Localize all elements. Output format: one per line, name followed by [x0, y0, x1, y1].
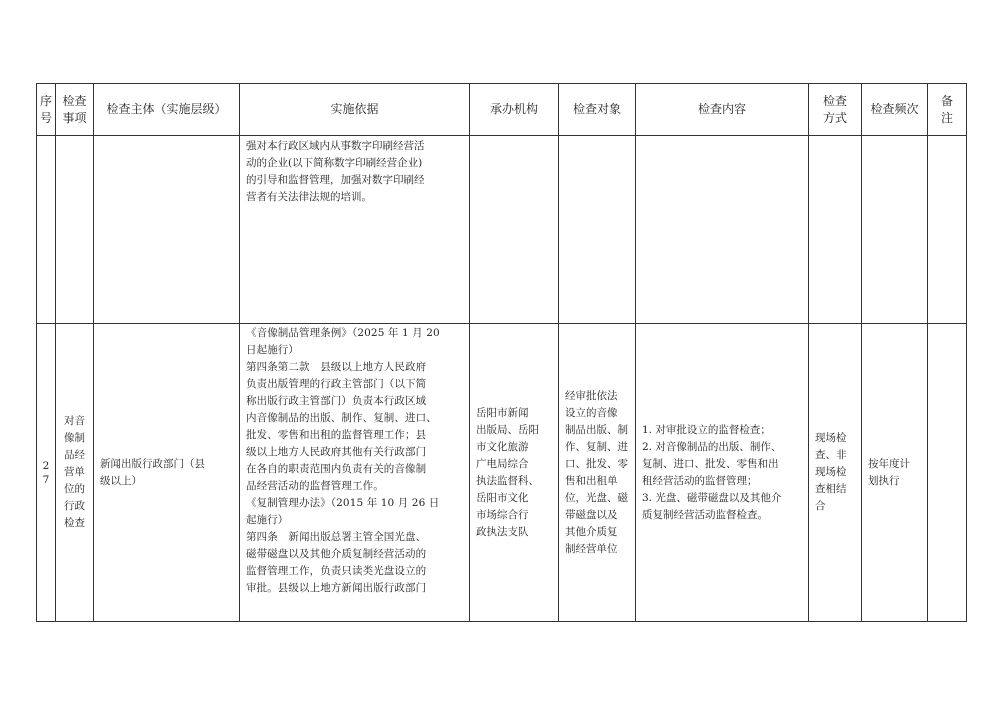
basis-line: 的引导和监督管理，加强对数字印刷经	[246, 174, 425, 186]
cell-agency	[470, 324, 559, 622]
object-line: 位，光盘、磁	[565, 491, 628, 504]
content-line: 复制、进口、批发、零售和出	[642, 457, 779, 470]
cell-basis	[240, 136, 470, 324]
table-row	[37, 136, 967, 324]
object-line: 其他介质复	[565, 525, 618, 538]
cell-method	[809, 136, 862, 324]
object-line: 制经营单位	[565, 542, 618, 555]
content-line: 1. 对审批设立的监督检查；	[642, 423, 771, 436]
content-line: 2. 对音像制品的出版、制作、	[642, 440, 782, 453]
cell-remark	[928, 136, 967, 324]
basis-line: 营者有关法律法规的培训。	[246, 191, 372, 203]
item-line: 品经	[64, 449, 85, 461]
cell-subject	[94, 136, 240, 324]
table-row	[37, 324, 967, 622]
item-line: 营单	[64, 466, 85, 478]
basis-line: 第四条第二款 县级以上地方人民政府	[246, 361, 427, 373]
cell-content	[636, 324, 809, 622]
cell-remark	[928, 324, 967, 622]
item-line: 检查	[64, 517, 85, 529]
basis-line: 审批。县级以上地方新闻出版行政部门	[246, 582, 427, 594]
object-line: 设立的音像	[565, 406, 618, 419]
header-remark: 备 注	[928, 84, 967, 136]
agency-line: 执法监督科、	[476, 474, 539, 487]
agency-line: 岳阳市新闻	[476, 406, 529, 419]
method-line: 现场检	[815, 466, 847, 478]
basis-line: 级以上地方人民政府其他有关行政部门	[246, 446, 427, 458]
frequency-line: 划执行	[868, 474, 900, 487]
subject-line: 级以上）	[100, 474, 142, 487]
basis-line: 强对本行政区域内从事数字印刷经营活	[246, 140, 425, 152]
cell-subject	[94, 324, 240, 622]
basis-line: 《复制管理办法》（2015 年 10 月 26 日	[246, 497, 440, 509]
basis-line: 起施行）	[246, 514, 289, 526]
item-line: 行政	[64, 500, 85, 512]
item-line: 对音	[64, 415, 85, 427]
basis-line: 第四条 新闻出版总署主管全国光盘、	[246, 531, 427, 543]
content-line: 质复制经营活动监督检查。	[642, 508, 768, 521]
basis-line: 品经营活动的监督管理工作。	[246, 480, 384, 492]
content-line: 3. 光盘、磁带磁盘以及其他介	[642, 491, 782, 504]
object-line: 带磁盘以及	[565, 508, 618, 521]
subject-line: 新闻出版行政部门（县	[100, 457, 205, 470]
header-frequency: 检查频次	[862, 84, 928, 136]
basis-line: 《音像制品管理条例》（2025 年 1 月 20	[246, 327, 440, 339]
agency-line: 岳阳市文化	[476, 491, 529, 504]
cell-item	[56, 136, 94, 324]
object-line: 售和出租单	[565, 474, 618, 487]
header-row	[37, 84, 967, 136]
method-line: 查相结	[815, 483, 847, 495]
frequency-line: 按年度计	[868, 457, 910, 470]
cell-seq	[37, 136, 56, 324]
header-agency: 承办机构	[470, 84, 559, 136]
method-line: 现场检	[815, 432, 847, 444]
cell-method	[809, 324, 862, 622]
cell-object	[559, 136, 636, 324]
item-line: 位的	[64, 483, 85, 495]
object-line: 作、复制、进	[565, 440, 628, 453]
basis-line: 在各自的职责范围内负责有关的音像制	[246, 463, 427, 475]
agency-line: 广电局综合	[476, 457, 529, 470]
header-subject: 检查主体（实施层级）	[94, 84, 240, 136]
header-basis: 实施依据	[240, 84, 470, 136]
cell-agency	[470, 136, 559, 324]
agency-line: 市文化旅游	[476, 440, 529, 453]
header-method: 检查 方式	[809, 84, 862, 136]
basis-line: 负责出版管理的行政主管部门（以下简	[246, 378, 427, 390]
agency-line: 政执法支队	[476, 525, 529, 538]
object-line: 经审批依法	[565, 389, 618, 402]
cell-content	[636, 136, 809, 324]
header-item: 检查 事项	[56, 84, 94, 136]
header-seq: 序 号	[37, 84, 56, 136]
cell-basis	[240, 324, 470, 622]
cell-frequency	[862, 136, 928, 324]
basis-line: 动的企业(以下简称数字印刷经营企业)	[246, 157, 423, 169]
agency-line: 市场综合行	[476, 508, 529, 521]
content-line: 租经营活动的监督管理；	[642, 474, 758, 487]
basis-line: 内音像制品的出版、制作、复制、进口、	[246, 412, 437, 424]
cell-frequency	[862, 324, 928, 622]
method-line: 合	[815, 500, 826, 512]
basis-line: 监督管理工作，负责只读类光盘设立的	[246, 565, 427, 577]
basis-line: 称出版行政主管部门）负责本行政区域	[246, 395, 427, 407]
cell-item	[56, 324, 94, 622]
agency-line: 出版局、岳阳	[476, 423, 539, 436]
item-line: 像制	[64, 432, 85, 444]
object-line: 口、批发、零	[565, 457, 628, 470]
basis-line: 日起施行）	[246, 344, 299, 356]
object-line: 制品出版、制	[565, 423, 628, 436]
cell-object	[559, 324, 636, 622]
header-object: 检查对象	[559, 84, 636, 136]
basis-line: 磁带磁盘以及其他介质复制经营活动的	[246, 548, 427, 560]
inspection-table	[36, 83, 967, 622]
cell-seq: 2 7	[37, 324, 56, 622]
basis-line: 批发、零售和出租的监督管理工作；县	[246, 429, 427, 441]
header-content: 检查内容	[636, 84, 809, 136]
method-line: 查、非	[815, 449, 847, 461]
